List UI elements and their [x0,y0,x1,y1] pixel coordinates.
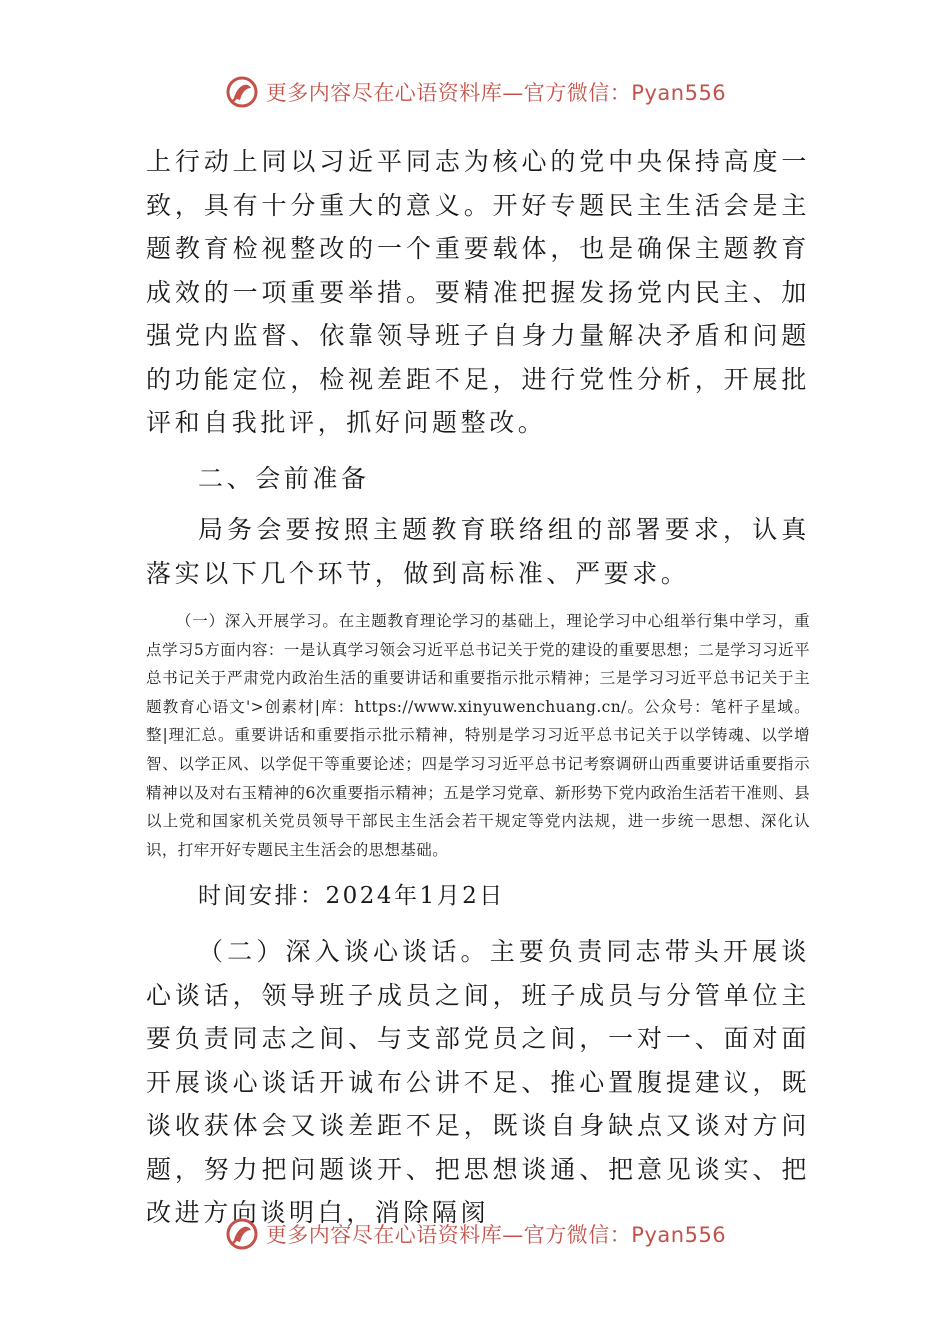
footer-watermark-banner [0,1212,950,1256]
document-body [146,140,810,1235]
xinyu-logo-icon [224,74,260,110]
section-heading-preparation: 二、会前准备 [198,463,370,493]
paragraph-requirements: 局务会要按照主题教育联络组的部署要求，认真落实以下几个环节，做到高标准、严要求。 [146,515,810,588]
paragraph-intro: 上行动上同以习近平同志为核心的党中央保持高度一致，具有十分重大的意义。开好专题民主生活会是主题教育检视整改的一个重要载体，也是确保主题教育成效的一项重要举措。要精准把握发扬党内民主、加强党内监督、依靠领导班子自身力量解决矛盾和问题的功能定位，检视差距不足，进行党性分析，开展批评和自我批评，抓好问题整改。 [146,147,810,437]
xinyu-logo-icon [224,1216,260,1252]
watermark-text: 更多内容尽在心语资料库—官方微信：Pyan556 [265,81,727,105]
paragraph-heart-talk: （二）深入谈心谈话。主要负责同志带头开展谈心谈话，领导班子成员之间，班子成员与分管单位主要负责同志之间、与支部党员之间，一对一、面对面开展谈心谈话开诚布公讲不足、推心置腹提建议，既谈收获体会又谈差距不足，既谈自身缺点又谈对方问题，努力把问题谈开、把思想谈通、把意见谈实、把改进方向谈明白，消除隔阂 [146,937,810,1228]
schedule-date: 时间安排：2024年1月2日 [198,883,505,910]
header-watermark-banner [0,70,950,114]
watermark-text: 更多内容尽在心语资料库—官方微信：Pyan556 [265,1223,727,1247]
paragraph-study: （一）深入开展学习。在主题教育理论学习的基础上，理论学习中心组举行集中学习，重点学习5方面内容：一是认真学习领会习近平总书记关于党的建设的重要思想；二是学习习近平总书记关于严肃党内政治生活的重要讲话和重要指示批示精神；三是学习习近平总书记关于主题教育心语文'>创素材|库：https://www.xinyuwenchuang.cn/。公众号：笔杆子星域。整|理汇总。重要讲话和重要指示批示精神，特别是学习习近平总书记关于以学铸魂、以学增智、以学正风、以学促干等重要论述；四是学习习近平总书记考察调研山西重要讲话重要指示精神以及对右玉精神的6次重要指示精神；五是学习党章、新形势下党内政治生活若干准则、县以上党和国家机关党员领导干部民主生活会若干规定等党内法规，进一步统一思想、深化认识，打牢开好专题民主生活会的思想基础。 [146,612,810,859]
